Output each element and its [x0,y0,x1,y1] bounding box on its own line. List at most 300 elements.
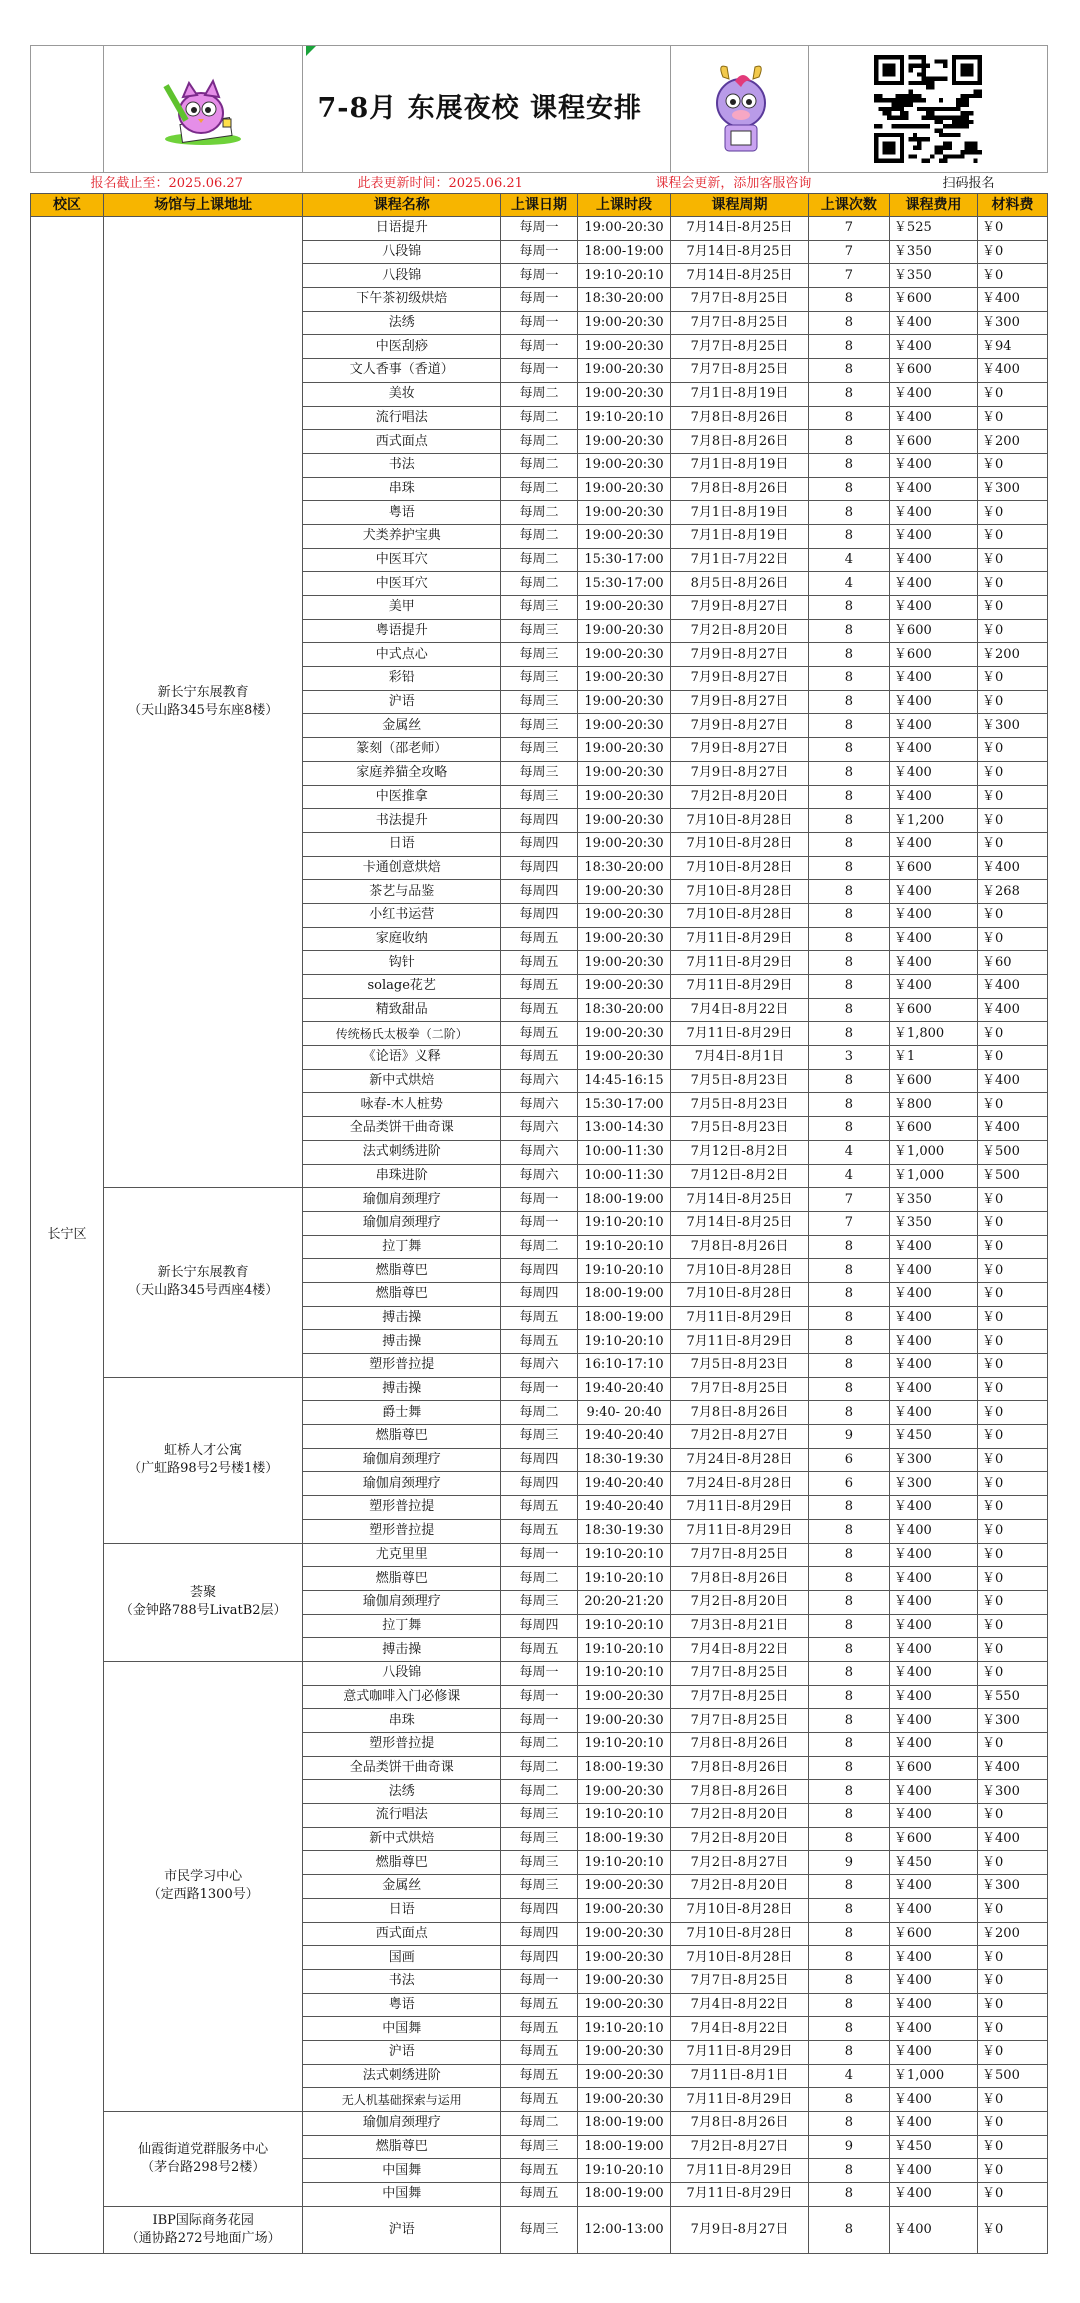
class-time: 19:00-20:30 [577,975,670,999]
class-day: 每周一 [500,264,577,288]
material-fee: ￥0 [978,382,1048,406]
course-row [31,2206,1048,2253]
course-name: 搏击操 [303,1638,501,1662]
scan-register-label[interactable]: 扫码报名 [889,173,1047,194]
session-count: 8 [808,1306,889,1330]
class-day: 每周二 [500,501,577,525]
course-fee: ￥525 [889,217,977,241]
course-period: 7月7日-8月25日 [671,1377,809,1401]
course-fee: ￥1 [889,1046,977,1070]
class-time: 19:40-20:40 [577,1425,670,1449]
course-name: 沪语 [303,690,501,714]
course-name: 意式咖啡入门必修课 [303,1685,501,1709]
class-day: 每周五 [500,1496,577,1520]
course-name: 八段锦 [303,240,501,264]
course-fee: ￥400 [889,880,977,904]
course-fee: ￥400 [889,832,977,856]
course-period: 7月9日-8月27日 [671,714,809,738]
course-fee: ￥600 [889,1922,977,1946]
course-name: 沪语 [303,2040,501,2064]
class-day: 每周一 [500,1969,577,1993]
course-fee: ￥400 [889,572,977,596]
class-time: 19:10-20:10 [577,264,670,288]
material-fee: ￥0 [978,1519,1048,1543]
course-period: 7月2日-8月20日 [671,1875,809,1899]
course-name: 燃脂尊巴 [303,1282,501,1306]
course-period: 7月11日-8月29日 [671,2040,809,2064]
course-name: 书法提升 [303,809,501,833]
material-fee: ￥0 [978,1804,1048,1828]
session-count: 8 [808,1022,889,1046]
course-name: 全品类饼干曲奇课 [303,1117,501,1141]
material-fee: ￥0 [978,785,1048,809]
material-fee: ￥300 [978,714,1048,738]
class-time: 19:00-20:30 [577,430,670,454]
course-period: 7月9日-8月27日 [671,667,809,691]
class-day: 每周五 [500,1330,577,1354]
session-count: 7 [808,264,889,288]
course-period: 7月10日-8月28日 [671,1946,809,1970]
class-time: 19:10-20:10 [577,406,670,430]
session-count: 8 [808,1401,889,1425]
class-day: 每周四 [500,1946,577,1970]
class-day: 每周三 [500,714,577,738]
mascot-writing-icon [153,69,253,149]
course-period: 7月10日-8月28日 [671,1922,809,1946]
material-fee: ￥0 [978,1472,1048,1496]
schedule-table [30,45,1048,2254]
class-time: 19:10-20:10 [577,1804,670,1828]
material-fee: ￥300 [978,1709,1048,1733]
class-time: 19:00-20:30 [577,1709,670,1733]
course-fee: ￥600 [889,288,977,312]
session-count: 8 [808,998,889,1022]
class-time: 19:00-20:30 [577,785,670,809]
class-day: 每周六 [500,1069,577,1093]
class-day: 每周一 [500,1685,577,1709]
class-time: 18:00-19:30 [577,1827,670,1851]
class-day: 每周二 [500,1401,577,1425]
qr-code-icon[interactable] [874,55,982,163]
course-name: 燃脂尊巴 [303,1851,501,1875]
page-title: 7-8月 东展夜校 课程安排 [303,46,671,173]
material-fee: ￥0 [978,1733,1048,1757]
class-time: 19:00-20:30 [577,359,670,383]
course-name: 中国舞 [303,2017,501,2041]
session-count: 8 [808,1898,889,1922]
course-row [31,2112,1048,2136]
session-count: 8 [808,1733,889,1757]
material-fee: ￥0 [978,2135,1048,2159]
session-count: 8 [808,501,889,525]
material-fee: ￥0 [978,2112,1048,2136]
class-time: 19:00-20:30 [577,690,670,714]
course-fee: ￥400 [889,382,977,406]
session-count: 8 [808,1543,889,1567]
class-time: 19:40-20:40 [577,1377,670,1401]
course-fee: ￥450 [889,2135,977,2159]
course-fee: ￥350 [889,240,977,264]
course-row [31,217,1048,241]
session-count: 8 [808,453,889,477]
course-fee: ￥400 [889,1638,977,1662]
course-fee: ￥400 [889,1993,977,2017]
course-period: 7月9日-8月27日 [671,738,809,762]
course-name: 塑形普拉提 [303,1496,501,1520]
course-period: 7月1日-8月19日 [671,382,809,406]
material-fee: ￥0 [978,1188,1048,1212]
class-day: 每周六 [500,1117,577,1141]
course-period: 8月5日-8月26日 [671,572,809,596]
course-schedule-sheet [30,45,1048,2254]
header-banner [31,46,1048,173]
course-period: 7月2日-8月27日 [671,2135,809,2159]
course-period: 7月7日-8月25日 [671,1969,809,1993]
class-day: 每周一 [500,311,577,335]
course-fee: ￥400 [889,1969,977,1993]
class-time: 19:00-20:30 [577,453,670,477]
class-time: 13:00-14:30 [577,1117,670,1141]
class-time: 19:00-20:30 [577,2064,670,2088]
material-fee: ￥0 [978,2088,1048,2112]
class-day: 每周一 [500,1211,577,1235]
course-fee: ￥400 [889,738,977,762]
class-day: 每周四 [500,1898,577,1922]
material-fee: ￥0 [978,738,1048,762]
class-day: 每周二 [500,453,577,477]
course-name: 八段锦 [303,264,501,288]
course-fee: ￥400 [889,1543,977,1567]
course-period: 7月5日-8月23日 [671,1117,809,1141]
class-time: 19:00-20:30 [577,643,670,667]
course-fee: ￥350 [889,1188,977,1212]
course-row [31,1377,1048,1401]
session-count: 8 [808,1780,889,1804]
update-notice: 课程会更新，添加客服咨询 [577,173,889,194]
class-time: 18:00-19:00 [577,2135,670,2159]
course-fee: ￥600 [889,359,977,383]
class-day: 每周四 [500,903,577,927]
class-time: 19:00-20:30 [577,596,670,620]
class-day: 每周五 [500,2064,577,2088]
course-fee: ￥400 [889,453,977,477]
class-day: 每周五 [500,2159,577,2183]
material-fee: ￥0 [978,1661,1048,1685]
col-header: 上课时段 [577,194,670,217]
session-count: 7 [808,240,889,264]
course-period: 7月1日-7月22日 [671,548,809,572]
class-time: 19:40-20:40 [577,1472,670,1496]
material-fee: ￥500 [978,1164,1048,1188]
course-period: 7月14日-8月25日 [671,240,809,264]
class-time: 19:10-20:10 [577,1235,670,1259]
class-day: 每周五 [500,1993,577,2017]
material-fee: ￥0 [978,1946,1048,1970]
course-period: 7月9日-8月27日 [671,690,809,714]
course-name: 燃脂尊巴 [303,1425,501,1449]
course-name: 法式刺绣进阶 [303,1140,501,1164]
class-day: 每周五 [500,975,577,999]
session-count: 8 [808,1259,889,1283]
material-fee: ￥0 [978,501,1048,525]
course-period: 7月4日-8月22日 [671,1638,809,1662]
course-period: 7月12日-8月2日 [671,1164,809,1188]
course-fee: ￥300 [889,1472,977,1496]
course-period: 7月14日-8月25日 [671,217,809,241]
column-header-row [31,194,1048,217]
course-name: 家庭收纳 [303,927,501,951]
material-fee: ￥60 [978,951,1048,975]
session-count: 8 [808,643,889,667]
session-count: 8 [808,738,889,762]
class-time: 18:00-19:00 [577,2183,670,2207]
col-header: 课程周期 [671,194,809,217]
material-fee: ￥200 [978,1922,1048,1946]
course-fee: ￥400 [889,1804,977,1828]
course-period: 7月12日-8月2日 [671,1140,809,1164]
course-period: 7月10日-8月28日 [671,880,809,904]
material-fee: ￥0 [978,832,1048,856]
class-time: 19:00-20:30 [577,1898,670,1922]
class-time: 19:00-20:30 [577,903,670,927]
course-name: 拉丁舞 [303,1614,501,1638]
material-fee: ￥0 [978,1235,1048,1259]
session-count: 8 [808,311,889,335]
course-name: 小红书运营 [303,903,501,927]
session-count: 8 [808,1875,889,1899]
course-fee: ￥400 [889,1519,977,1543]
class-day: 每周五 [500,2088,577,2112]
venue-cell: IBP国际商务花园 （通协路272号地面广场） [103,2206,303,2253]
course-name: 日语提升 [303,217,501,241]
session-count: 8 [808,2159,889,2183]
session-count: 8 [808,1282,889,1306]
course-name: 串珠 [303,477,501,501]
class-time: 19:10-20:10 [577,1638,670,1662]
class-time: 19:00-20:30 [577,311,670,335]
class-time: 19:00-20:30 [577,714,670,738]
mascot-dragon-cell [671,46,809,173]
course-fee: ￥300 [889,1448,977,1472]
session-count: 8 [808,2206,889,2253]
class-day: 每周一 [500,1543,577,1567]
session-count: 8 [808,1969,889,1993]
class-time: 19:00-20:30 [577,809,670,833]
material-fee: ￥0 [978,1330,1048,1354]
course-fee: ￥400 [889,501,977,525]
course-period: 7月3日-8月21日 [671,1614,809,1638]
material-fee: ￥0 [978,524,1048,548]
course-name: solage花艺 [303,975,501,999]
course-fee: ￥600 [889,619,977,643]
course-fee: ￥400 [889,2017,977,2041]
deadline-note: 报名截止至：2025.06.27 [31,173,303,194]
course-fee: ￥450 [889,1425,977,1449]
material-fee: ￥0 [978,1543,1048,1567]
class-day: 每周四 [500,880,577,904]
class-day: 每周五 [500,951,577,975]
class-time: 18:00-19:30 [577,1756,670,1780]
session-count: 7 [808,217,889,241]
class-time: 10:00-11:30 [577,1140,670,1164]
course-fee: ￥400 [889,1898,977,1922]
class-time: 18:00-19:00 [577,1306,670,1330]
course-fee: ￥400 [889,714,977,738]
session-count: 8 [808,1567,889,1591]
session-count: 8 [808,2040,889,2064]
session-count: 8 [808,2183,889,2207]
session-count: 9 [808,2135,889,2159]
course-period: 7月11日-8月29日 [671,2159,809,2183]
material-fee: ￥400 [978,1756,1048,1780]
class-day: 每周三 [500,690,577,714]
class-time: 18:30-19:30 [577,1519,670,1543]
class-day: 每周五 [500,1519,577,1543]
material-fee: ￥0 [978,548,1048,572]
material-fee: ￥400 [978,998,1048,1022]
material-fee: ￥200 [978,643,1048,667]
session-count: 8 [808,406,889,430]
session-count: 8 [808,1117,889,1141]
venue-cell: 仙霞街道党群服务中心 （茅台路298号2楼） [103,2112,303,2207]
class-time: 18:00-19:00 [577,240,670,264]
session-count: 8 [808,667,889,691]
class-day: 每周一 [500,288,577,312]
course-period: 7月11日-8月29日 [671,1496,809,1520]
course-fee: ￥450 [889,1851,977,1875]
class-time: 18:00-19:00 [577,2112,670,2136]
material-fee: ￥0 [978,2159,1048,2183]
material-fee: ￥500 [978,2064,1048,2088]
course-name: 中国舞 [303,2159,501,2183]
course-period: 7月9日-8月27日 [671,761,809,785]
course-name: 精致甜品 [303,998,501,1022]
session-count: 7 [808,1188,889,1212]
course-name: 中医耳穴 [303,548,501,572]
updated-note: 此表更新时间：2025.06.21 [303,173,577,194]
course-name: 篆刻（邵老师） [303,738,501,762]
course-period: 7月24日-8月28日 [671,1472,809,1496]
session-count: 6 [808,1448,889,1472]
material-fee: ￥0 [978,2040,1048,2064]
course-fee: ￥400 [889,406,977,430]
course-period: 7月7日-8月25日 [671,288,809,312]
session-count: 9 [808,1425,889,1449]
course-name: 中国舞 [303,2183,501,2207]
class-time: 19:10-20:10 [577,1567,670,1591]
class-time: 16:10-17:10 [577,1354,670,1378]
course-period: 7月1日-8月19日 [671,501,809,525]
course-period: 7月11日-8月29日 [671,1022,809,1046]
course-name: 书法 [303,453,501,477]
course-name: 塑形普拉提 [303,1733,501,1757]
material-fee: ￥400 [978,359,1048,383]
course-name: 尤克里里 [303,1543,501,1567]
course-period: 7月7日-8月25日 [671,1661,809,1685]
class-day: 每周五 [500,1638,577,1662]
class-day: 每周一 [500,217,577,241]
course-period: 7月1日-8月19日 [671,453,809,477]
venue-cell: 市民学习中心 （定西路1300号） [103,1661,303,2111]
course-period: 7月2日-8月20日 [671,785,809,809]
course-name: 瑜伽肩颈理疗 [303,1211,501,1235]
class-day: 每周三 [500,761,577,785]
course-period: 7月11日-8月29日 [671,1519,809,1543]
course-period: 7月8日-8月26日 [671,1235,809,1259]
course-fee: ￥400 [889,1496,977,1520]
course-fee: ￥600 [889,1069,977,1093]
material-fee: ￥0 [978,761,1048,785]
session-count: 8 [808,1496,889,1520]
class-time: 19:00-20:30 [577,738,670,762]
course-period: 7月11日-8月29日 [671,1330,809,1354]
class-day: 每周二 [500,477,577,501]
session-count: 4 [808,2064,889,2088]
session-count: 8 [808,288,889,312]
session-count: 8 [808,903,889,927]
course-fee: ￥1,000 [889,2064,977,2088]
course-period: 7月2日-8月27日 [671,1425,809,1449]
course-fee: ￥350 [889,1211,977,1235]
session-count: 4 [808,548,889,572]
class-day: 每周五 [500,1046,577,1070]
course-name: 搏击操 [303,1306,501,1330]
course-row [31,1543,1048,1567]
course-period: 7月4日-8月22日 [671,2017,809,2041]
course-period: 7月10日-8月28日 [671,832,809,856]
material-fee: ￥0 [978,690,1048,714]
material-fee: ￥0 [978,927,1048,951]
course-name: 美妆 [303,382,501,406]
course-fee: ￥400 [889,2040,977,2064]
course-period: 7月10日-8月28日 [671,1259,809,1283]
course-name: 家庭养猫全攻略 [303,761,501,785]
course-period: 7月24日-8月28日 [671,1448,809,1472]
course-name: 爵士舞 [303,1401,501,1425]
course-fee: ￥400 [889,667,977,691]
course-name: 瑜伽肩颈理疗 [303,2112,501,2136]
class-time: 19:10-20:10 [577,1259,670,1283]
course-name: 燃脂尊巴 [303,1567,501,1591]
class-time: 19:00-20:30 [577,1780,670,1804]
class-day: 每周三 [500,1425,577,1449]
class-day: 每周三 [500,643,577,667]
material-fee: ￥0 [978,2183,1048,2207]
class-time: 19:00-20:30 [577,1922,670,1946]
class-time: 19:00-20:30 [577,335,670,359]
course-name: 金属丝 [303,1875,501,1899]
class-day: 每周二 [500,548,577,572]
material-fee: ￥300 [978,311,1048,335]
corner-flag-icon [306,46,316,56]
course-period: 7月2日-8月27日 [671,1851,809,1875]
course-fee: ￥800 [889,1093,977,1117]
material-fee: ￥0 [978,1614,1048,1638]
class-time: 19:40-20:40 [577,1496,670,1520]
session-count: 7 [808,1211,889,1235]
class-time: 19:00-20:30 [577,927,670,951]
class-time: 19:10-20:10 [577,1661,670,1685]
class-time: 19:00-20:30 [577,2040,670,2064]
material-fee: ￥400 [978,1827,1048,1851]
material-fee: ￥0 [978,217,1048,241]
course-fee: ￥400 [889,335,977,359]
district-cell: 长宁区 [31,217,104,2254]
class-time: 19:00-20:30 [577,1875,670,1899]
course-name: 金属丝 [303,714,501,738]
session-count: 8 [808,1922,889,1946]
course-period: 7月8日-8月26日 [671,477,809,501]
